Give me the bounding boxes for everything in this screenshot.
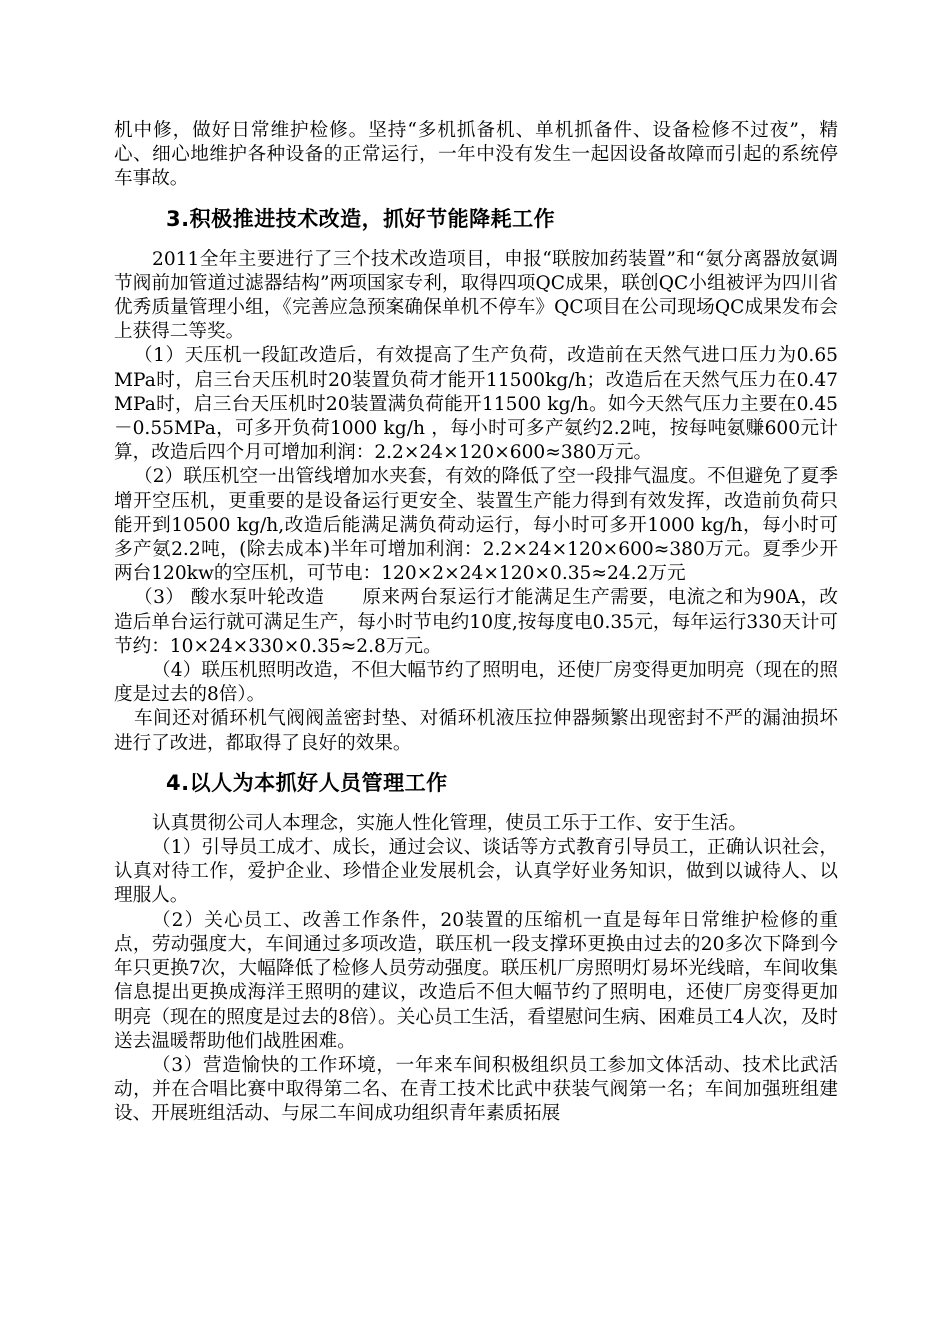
- document-page: [114, 119, 838, 1127]
- section-4-item-3: （3）营造愉快的工作环境，一年来车间积极组织员工参加文体活动、技术比武活动，并在合唱比赛中取得第二名、在青工技术比武中获装气阀第一名；车间加强班组建设、开展班组活动、与尿二车间成功组织青年素质拓展: [114, 1054, 838, 1125]
- section-3-intro: 2011全年主要进行了三个技术改造项目，申报“联胺加药装置”和“氨分离器放氨调节阀前加管道过滤器结构”两项国家专利，取得四项QC成果，联创QC小组被评为四川省优秀质量管理小组，《完善应急预案确保单机不停车》QC项目在公司现场QC成果发布会上获得二等奖。: [114, 248, 838, 343]
- section-3-item-4: （4）联压机照明改造，不但大幅节约了照明电，还使厂房变得更加明亮（现在的照度是过去的8倍）。: [114, 660, 838, 706]
- section-4-heading: 4.以人为本抓好人员管理工作: [166, 770, 448, 795]
- section-4-item-1: （1）引导员工成才、成长，通过会议、谈话等方式教育引导员工，正确认识社会，认真对待工作，爱护企业、珍惜企业发展机会，认真学好业务知识，做到以诚待人、以理服人。: [114, 837, 838, 907]
- section-4-item-2: （2）关心员工、改善工作条件，20装置的压缩机一直是每年日常维护检修的重点，劳动强度大，车间通过多项改造，联压机一段支撑环更换由过去的20多次下降到今年只更换7次，大幅降低了检修人员劳动强度。联压机厂房照明灯易坏光线暗，车间收集信息提出更换成海洋王照明的建议，改造后不但大幅节约了照明电，还使厂房变得更加明亮（现在的照度是过去的8倍）。关心员工生活，看望慰问生病、困难员工4人次，及时送去温暖帮助他们战胜困难。: [114, 909, 838, 1052]
- section-3-closing: 车间还对循环机气阀阀盖密封垫、对循环机液压拉伸器频繁出现密封不严的漏油损坏进行了改进，都取得了良好的效果。: [114, 708, 838, 754]
- section-3-heading: 3.积极推进技术改造，抓好节能降耗工作: [166, 206, 556, 231]
- section-4-intro: 认真贯彻公司人本理念，实施人性化管理，使员工乐于工作、安于生活。: [152, 812, 748, 834]
- section-3-item-2: （2）联压机空一出管线增加水夹套，有效的降低了空一段排气温度。不但避免了夏季增开空压机，更重要的是设备运行更安全、装置生产能力得到有效发挥，改造前负荷只能开到10500 kg/h,改造后能满足满负荷动运行，每小时可多开1000 kg/h，每小时可多产氨2.2吨，(除去成本)半年可增加利润：2.2×24×120×600≈380万元。夏季少开两台120kw的空压机，可节电：120×2×24×120×0.35≈24.2万元: [114, 466, 838, 585]
- section-3-item-3: （3） 酸水泵叶轮改造 原来两台泵运行才能满足生产需要，电流之和为90A，改造后单台运行就可满足生产，每小时节电约10度,按每度电0.35元，每年运行330天计可节约：10×24×330×0.35≈2.8万元。: [114, 587, 838, 657]
- paragraph-intro: 机中修，做好日常维护检修。坚持“多机抓备机、单机抓备件、设备检修不过夜”，精心、细心地维护各种设备的正常运行，一年中没有发生一起因设备故障而引起的系统停车事故。: [114, 120, 838, 190]
- section-3-item-1: （1）天压机一段缸改造后，有效提高了生产负荷，改造前在天然气进口压力为0.65MPa时，启三台天压机时20装置负荷才能开11500kg/h；改造后在天然气压力在0.47MPa时，启三台天压机时20装置满负荷能开11500 kg/h。如今天然气压力主要在0.45－0.55MPa，可多开负荷1000 kg/h ，每小时可多产氨约2.2吨，按每吨氨赚600元计算，改造后四个月可增加利润：2.2×24×120×600≈380万元。: [114, 345, 838, 464]
